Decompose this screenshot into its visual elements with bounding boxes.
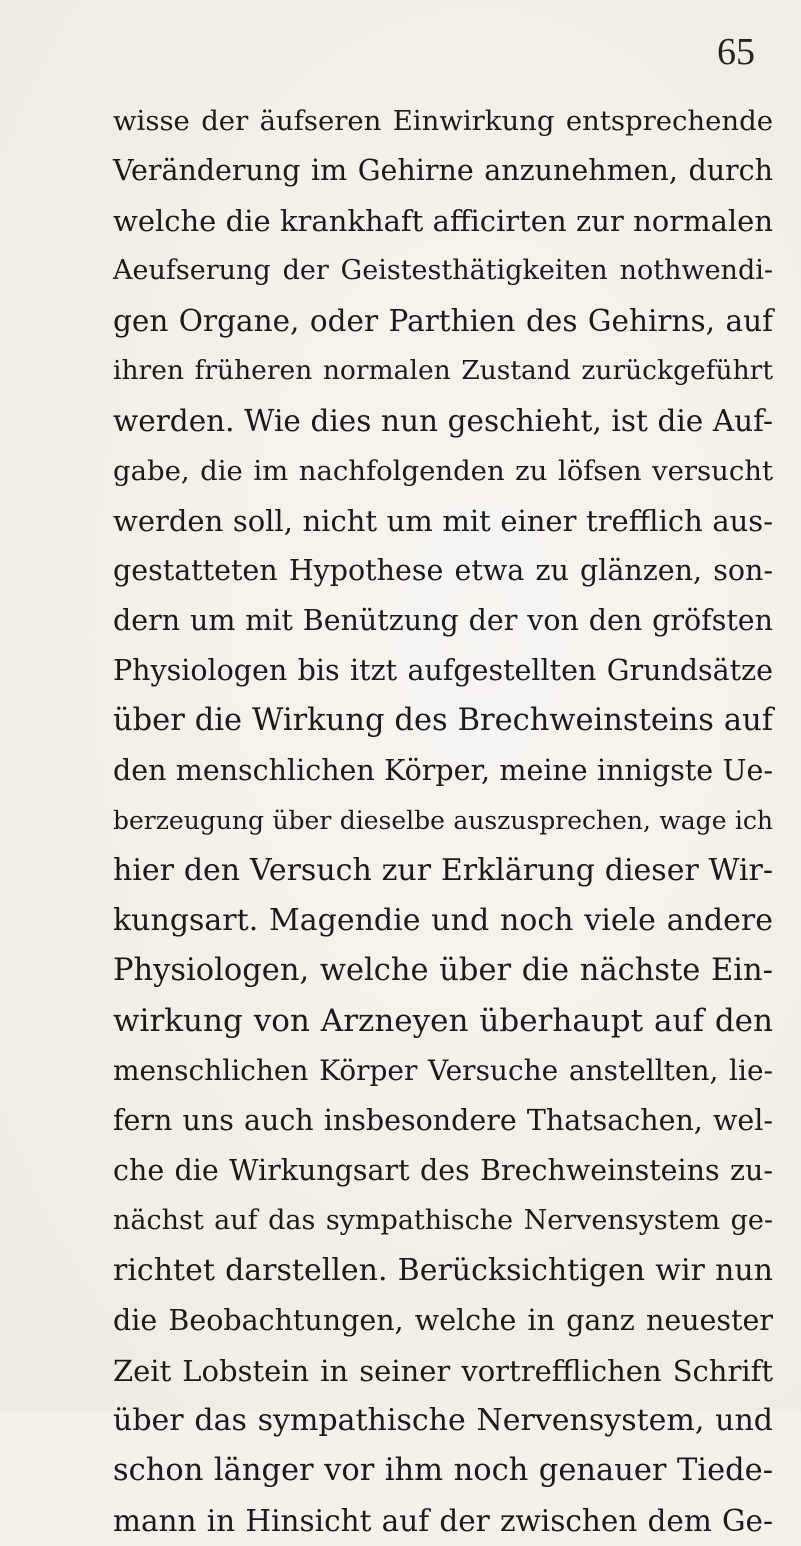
- text-line: über die Wirkung des Brechweinsteins auf: [113, 703, 773, 738]
- text-line: dern um mit Benützung der von den gröfsten: [113, 604, 773, 637]
- text-line: Physiologen bis itzt aufgestellten Grundsätze: [113, 654, 773, 687]
- text-line: den menschlichen Körper, meine innigste Ue-: [113, 754, 773, 787]
- text-line: menschlichen Körper Versuche anstellten, lie-: [113, 1054, 773, 1087]
- text-line: die Beobachtungen, welche in ganz neuester: [113, 1304, 773, 1337]
- text-line: fern uns auch insbesondere Thatsachen, wel-: [113, 1104, 773, 1137]
- text-line: nächst auf das sympathische Nervensystem ge-: [113, 1205, 773, 1236]
- text-line: wirkung von Arzneyen überhaupt auf den: [113, 1003, 773, 1039]
- text-line: über das sympathische Nervensystem, und: [113, 1403, 773, 1438]
- text-line: mann in Hinsicht auf der zwischen dem Ge-: [113, 1504, 773, 1538]
- text-line: gen Organe, oder Parthien des Gehirns, auf: [113, 304, 773, 338]
- text-line: Physiologen, welche über die nächste Ein-: [113, 953, 773, 988]
- text-line: schon länger vor ihm noch genauer Tiede-: [113, 1453, 773, 1488]
- text-line: gabe, die im nachfolgenden zu löfsen versucht: [113, 455, 773, 487]
- text-line: richtet darstellen. Berücksichtigen wir nun: [113, 1253, 773, 1288]
- body-text: [113, 96, 773, 1546]
- text-line: che die Wirkungsart des Brechweinsteins zu-: [113, 1154, 773, 1187]
- text-line: wisse der äufseren Einwirkung entsprechende: [113, 105, 773, 137]
- text-line: ihren früheren normalen Zustand zurückgeführt: [113, 355, 773, 386]
- text-line: hier den Versuch zur Erklärung dieser Wir-: [113, 853, 773, 888]
- text-line: Aeufserung der Geistesthätigkeiten nothwendi-: [113, 255, 773, 286]
- text-line: kungsart. Magendie und noch viele andere: [113, 903, 773, 938]
- text-line: berzeugung über dieselbe auszusprechen, wage ich: [113, 806, 773, 835]
- text-line: Zeit Lobstein in seiner vortrefflichen Schrift: [113, 1354, 773, 1388]
- text-line: welche die krankhaft afficirten zur normalen: [113, 204, 773, 238]
- text-line: werden soll, nicht um mit einer trefflich aus-: [113, 504, 773, 538]
- page-number: 65: [717, 31, 755, 73]
- text-line: gestatteten Hypothese etwa zu glänzen, son-: [113, 554, 773, 587]
- text-line: Veränderung im Gehirne anzunehmen, durch: [113, 154, 773, 187]
- text-line: werden. Wie dies nun geschieht, ist die Auf-: [113, 404, 773, 438]
